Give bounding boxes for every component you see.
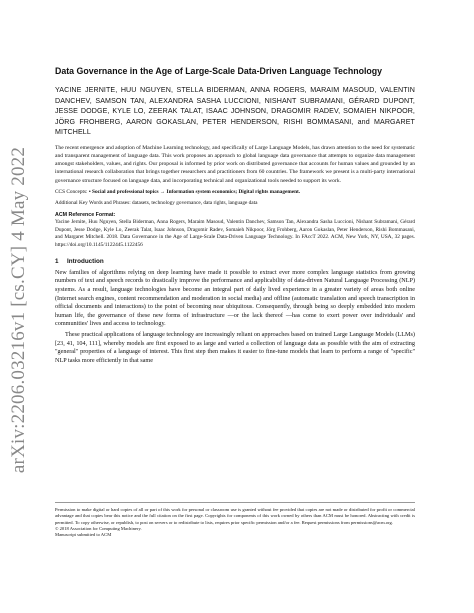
footer-manuscript: Manuscript submitted to ACM: [55, 532, 112, 538]
intro-paragraph-2: These practical applications of language technology are increasingly reliant on approaches based on trained Large Language Models (LLMs) [23, 41, 104, 111], whereby models are first exposed to as large and varied a collection of language data as possible with the aim of extracting "general" properties of a language of interest. This first step then makes it easier to fine-tune models that learn to perform a range of "specific" NLP tasks more efficiently in that same: [55, 330, 415, 364]
page-footer: [55, 502, 415, 538]
author-list: YACINE JERNITE, HUU NGUYEN, STELLA BIDERMAN, ANNA ROGERS, MARAIM MASOUD, VALENTIN DANCHEV, SAMSON TAN, ALEXANDRA SASHA LUCCIONI, NISHANT SUBRAMANI, GÉRARD DUPONT, JESSE DODGE, KYLE LO, ZEERAK TALAT, ISAAC JOHNSON, DRAGOMIR RADEV, SOMAIEH NIKPOOR, JÖRG FROHBERG, AARON GOKASLAN, PETER HENDERSON, RISHI BOMMASANI, and MARGARET MITCHELL: [55, 86, 415, 137]
intro-paragraph-1: New families of algorithms relying on deep learning have made it possible to extract ever more complex language statistics from growing numbers of text and speech records to drastically improve the performance and applicability of data-driven Natural Language Processing (NLP) systems. As a result, language technologies have become an integral part of daily lived experience in a greater variety of areas both online (Internet search engines, content recommendation and moderation in social media) and offline (automatic translation and speech transcription in official documents and interactions) to the point of becoming near ubiquitous. Consequently, through being so deeply embedded into modern human life, the governance of these new forms of infrastructure —or the lack thereof —has come to exert power over individuals' and communities' lives and access to technology.: [55, 268, 415, 328]
ccs-label: CCS Concepts:: [55, 188, 88, 195]
ccs-text: • Social and professional topics → Information system economics; Digital rights management.: [88, 188, 301, 195]
arxiv-identifier-text: arXiv:2206.03216v1 [cs.CY] 4 May 2022: [8, 146, 29, 474]
footer-copyright: © 2018 Association for Computing Machinery.: [55, 525, 142, 531]
keywords: Additional Key Words and Phrases: datasets, technology governance, data rights, language data: [55, 200, 258, 207]
abstract: The recent emergence and adoption of Machine Learning technology, and specifically of Large Language Models, has drawn attention to the need for systematic and transparent management of language data. This work proposes an approach to global language data governance that attempts to organize data management amongst stakeholders, values, and rights. Our proposal is informed by prior work on distributed governance that accounts for human values and grounded by an international research collaboration that brings together researchers and practitioners from 60 countries. The framework we present is a multi-party international governance structure focused on language data, and incorporating technical and organizational tools needed to support its work.: [55, 144, 415, 184]
section-title: Introduction: [67, 257, 104, 265]
reference-format: Yacine Jernite, Huu Nguyen, Stella Biderman, Anna Rogers, Maraim Masoud, Valentin Danchev, Samson Tan, Alexandra Sasha Luccioni, Nishant Subramani, Gérard Dupont, Jesse Dodge, Kyle Lo, Zeerak Talat, Isaac Johnson, Dragomir Radev, Somaieh Nikpoor, Jörg Frohberg, Aaron Gokaslan, Peter Henderson, Rishi Bommasani, and Margaret Mitchell. 2018. Data Governance in the Age of Large-Scale Data-Driven Language Technology. In FAccT 2022. ACM, New York, NY, USA, 32 pages. https://doi.org/10.1145/1122445.1122456: [55, 218, 415, 249]
footer-permission: Permission to make digital or hard copies of all or part of this work for personal or classroom use is granted without fee provided that copies are not made or distributed for profit or commercial advantage and that copies bear this notice and the full citation on the first page. Copyrights for components of this work owned by others than ACM must be honored. Abstracting with credit is permitted. To copy otherwise, or republish, to post on servers or to redistribute to lists, requires prior specific permission and/or a fee. Request permissions from permissions@acm.org.: [55, 507, 415, 525]
reference-format-heading: ACM Reference Format:: [55, 211, 116, 218]
paper-title: Data Governance in the Age of Large-Scale Data-Driven Language Technology: [55, 66, 383, 76]
ccs-concepts: [55, 189, 415, 197]
section-number: 1: [55, 257, 59, 265]
arxiv-identifier-stamp: [6, 146, 32, 474]
section-heading: [55, 258, 415, 265]
paper-first-page: [55, 66, 415, 367]
